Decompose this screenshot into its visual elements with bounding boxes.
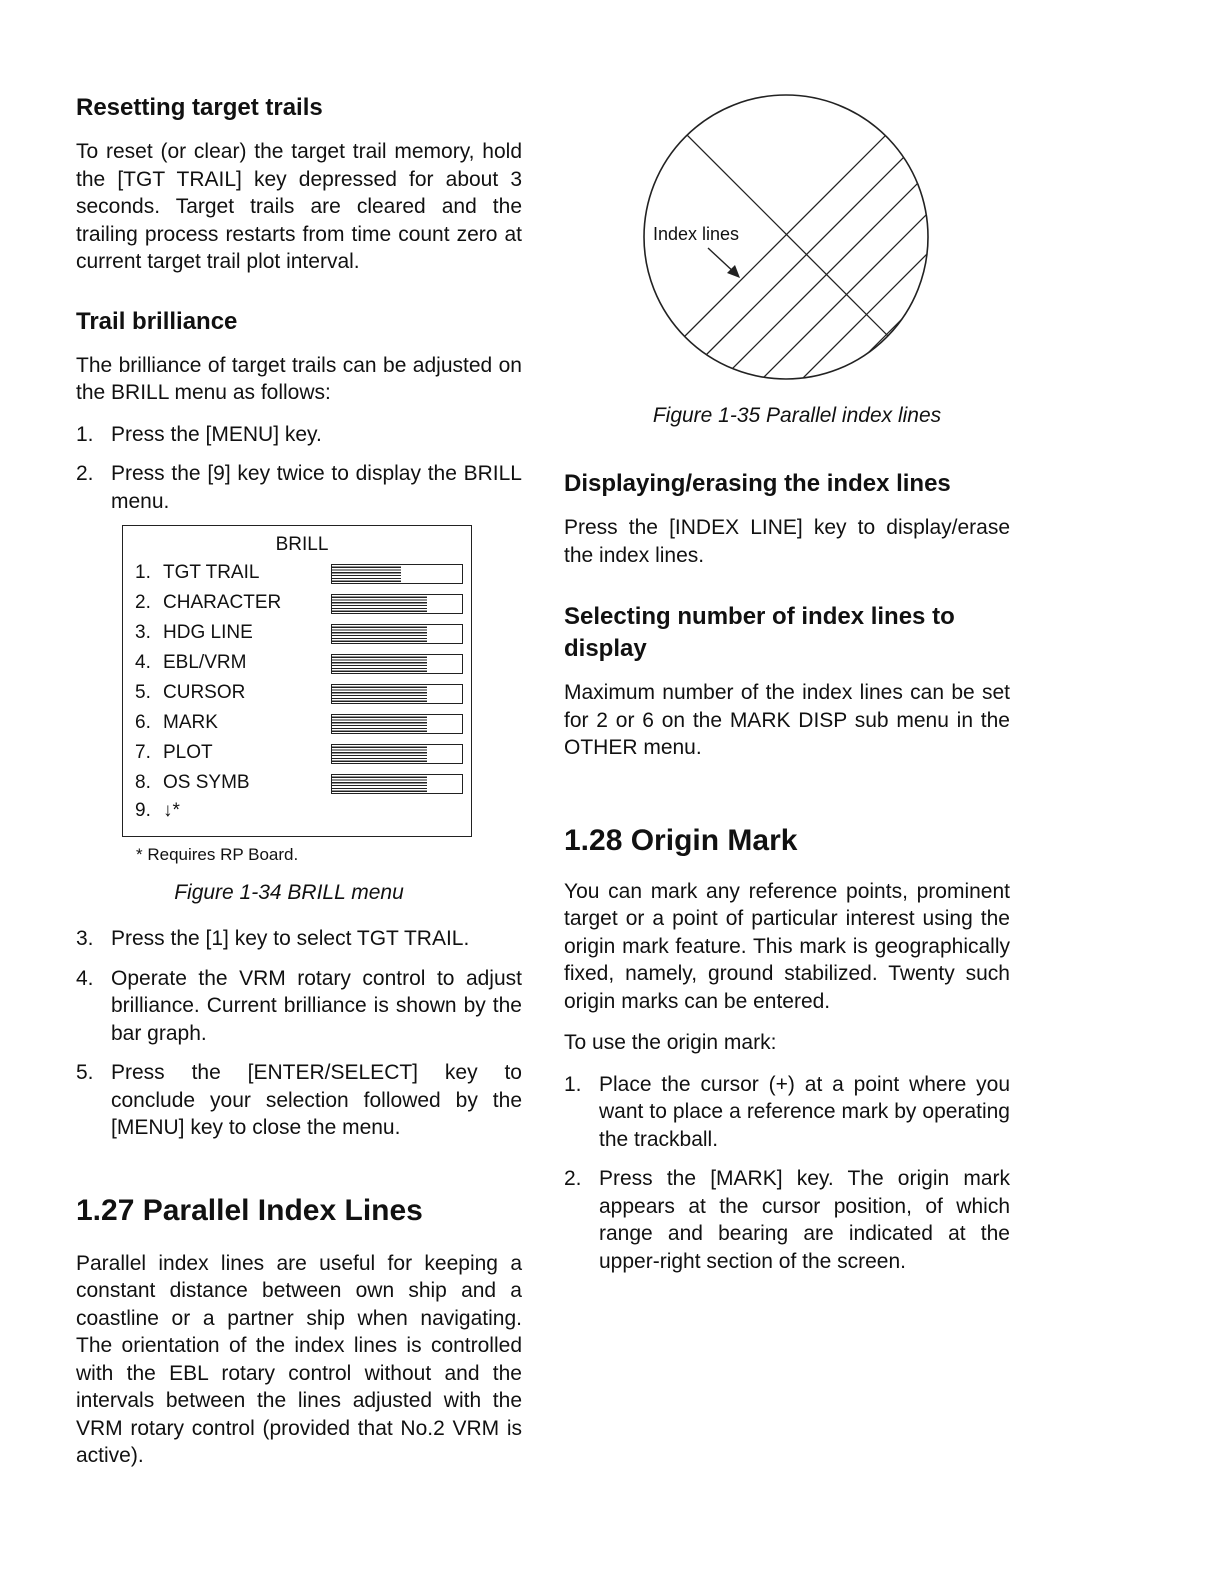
displaying-body: Press the [INDEX LINE] key to display/erase the index lines. (564, 516, 1010, 567)
resetting-body: To reset (or clear) the target trail memory, hold the [TGT TRAIL] key depressed for about 3 seconds. Target trails are cleared and the trailing process restarts from time count zero at current target trail plot interval. (76, 140, 522, 273)
menu-item-label: HDG LINE (163, 622, 253, 643)
selecting-heading: Selecting number of index lines to display (564, 603, 955, 662)
step-item (564, 1071, 1010, 1154)
brilliance-bar-graph (331, 684, 463, 704)
brilliance-bar-fill (332, 775, 427, 793)
step-text: Operate the VRM rotary control to adjust brilliance. Current brilliance is shown by the bar graph. (111, 966, 522, 1045)
menu-item-number: 5. (135, 682, 151, 703)
menu-item-number: 4. (135, 652, 151, 673)
brilliance-bar-graph (331, 774, 463, 794)
step-text: Press the [9] key twice to display the BRILL menu. (111, 462, 522, 513)
brilliance-bar-fill (332, 595, 427, 613)
step-text: Press the [ENTER/SELECT] key to conclude your selection followed by the [MENU] key to close the menu. (111, 1061, 522, 1139)
section-1-27-heading: 1.27 Parallel Index Lines (76, 1193, 423, 1227)
brill-menu-item (135, 590, 465, 618)
menu-item-label: EBL/VRM (163, 652, 247, 673)
brilliance-bar-graph (331, 624, 463, 644)
menu-item-label: TGT TRAIL (163, 562, 260, 583)
index-line (814, 267, 1010, 392)
menu-item-number: 7. (135, 742, 151, 763)
section-1-28-heading: 1.28 Origin Mark (564, 823, 798, 857)
trail-brilliance-heading: Trail brilliance (76, 307, 238, 335)
displaying-heading: Displaying/erasing the index lines (564, 470, 951, 497)
step-text: Press the [1] key to select TGT TRAIL. (111, 927, 470, 950)
step-number: 5. (76, 1061, 94, 1084)
step-item (76, 925, 522, 953)
step-text: Place the cursor (+) at a point where you want to place a reference mark by operating the trackball. (599, 1072, 1010, 1151)
brill-menu-item (135, 620, 465, 648)
trail-brilliance-intro: The brilliance of target trails can be adjusted on the BRILL menu as follows: (76, 353, 522, 404)
brill-footnote: * Requires RP Board. (136, 845, 299, 864)
step-number: 3. (76, 927, 94, 950)
menu-item-number: 3. (135, 622, 151, 643)
brill-menu-item (135, 650, 465, 678)
right-column (564, 92, 1010, 1275)
index-line (714, 167, 934, 387)
step-item (76, 421, 522, 449)
steps-list-b (76, 925, 522, 1142)
down-arrow-icon: ↓* (163, 800, 180, 821)
step-number: 2. (564, 1167, 582, 1190)
step-number: 4. (76, 966, 94, 990)
brill-menu-box (122, 525, 472, 837)
parallel-index-lines-figure (564, 92, 1010, 392)
brilliance-bar-fill (332, 625, 427, 643)
steps-list-a (76, 421, 522, 516)
step-number: 1. (76, 422, 94, 446)
section-1-28-intro: To use the origin mark: (564, 1031, 777, 1054)
brill-menu-item (135, 680, 465, 708)
index-line (774, 227, 994, 392)
selecting-body: Maximum number of the index lines can be set for 2 or 6 on the MARK DISP sub menu in the OTHER menu. (564, 681, 1010, 759)
menu-item-number: 9. (135, 800, 151, 821)
brilliance-bar-graph (331, 744, 463, 764)
brilliance-bar-graph (331, 564, 463, 584)
step-text: Press the [MARK] key. The origin mark appears at the cursor position, of which range and bearing are indicated at the upper-right section of the screen. (599, 1167, 1010, 1273)
menu-item-label: PLOT (163, 742, 213, 763)
menu-item-number: 1. (135, 562, 151, 583)
step-item (76, 965, 522, 1048)
figure-1-35-caption: Figure 1-35 Parallel index lines (652, 404, 942, 427)
brill-menu-title: BRILL (275, 534, 329, 555)
brill-menu-item (135, 560, 465, 588)
index-line (834, 287, 1010, 392)
menu-item-label: OS SYMB (163, 772, 250, 793)
resetting-heading: Resetting target trails (76, 94, 323, 121)
menu-item-number: 6. (135, 712, 151, 733)
step-number: 1. (564, 1072, 582, 1096)
menu-item-label: CHARACTER (163, 592, 282, 613)
brilliance-bar-fill (332, 685, 427, 703)
step-text: Press the [MENU] key. (111, 422, 322, 446)
figure-1-34-caption: Figure 1-34 BRILL menu (174, 881, 404, 904)
index-line (694, 147, 914, 367)
left-column (76, 92, 522, 1470)
menu-item-number: 2. (135, 592, 151, 613)
brilliance-bar-graph (331, 714, 463, 734)
step-item (564, 1165, 1010, 1275)
brill-menu-item (135, 770, 465, 798)
crossing-index-line (564, 92, 1010, 392)
brill-menu-item (135, 710, 465, 738)
brilliance-bar-graph (331, 654, 463, 674)
brill-menu-item (135, 740, 465, 768)
brilliance-bar-fill (332, 745, 427, 763)
brilliance-bar-fill (332, 565, 401, 583)
brilliance-bar-fill (332, 655, 427, 673)
section-1-28-body: You can mark any reference points, prominent target or a point of particular interest using the origin mark feature. This mark is geographically fixed, namely, ground stabilized. Twenty such origin marks can be entered. (564, 879, 1010, 1013)
step-number: 2. (76, 462, 94, 485)
brilliance-bar-graph (331, 594, 463, 614)
origin-steps-list (564, 1071, 1010, 1276)
menu-item-number: 8. (135, 772, 151, 793)
section-1-27-body: Parallel index lines are useful for keeping a constant distance between own ship and a coastline or a partner ship when navigating. The orientation of the index lines is controlled with the EBL rotary control without and the intervals between the lines adjusted with the VRM rotary control (provided that No.2 VRM is active). (76, 1251, 522, 1467)
step-item (76, 1059, 522, 1142)
step-item (76, 460, 522, 515)
brill-menu-item-9 (135, 798, 465, 826)
menu-item-label: CURSOR (163, 682, 246, 703)
index-lines-label: Index lines (653, 224, 740, 244)
brilliance-bar-fill (332, 715, 427, 733)
menu-item-label: MARK (163, 712, 218, 733)
